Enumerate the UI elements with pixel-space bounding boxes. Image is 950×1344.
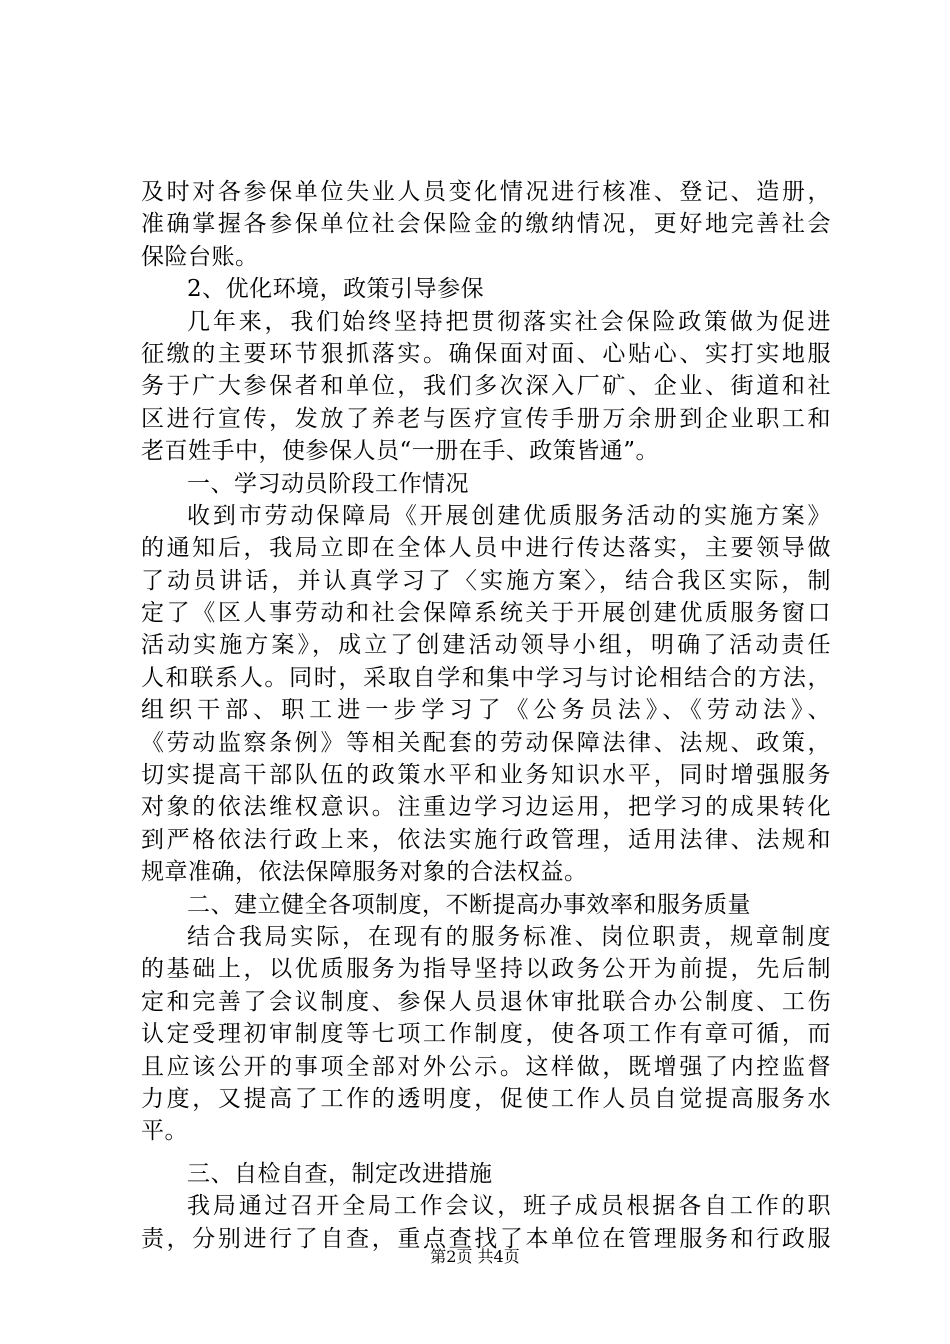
text-line: 保险台账。 [141,243,259,270]
text-line: 征缴的主要环节狠抓落实。确保面对面、心贴心、实打实地服 [141,340,831,367]
text-line: 组织干部、职工进一步学习了《公务员法》、《劳动法》、 [141,697,831,724]
text-line: 二、建立健全各项制度，不断提高办事效率和服务质量 [187,891,751,918]
text-line: 平。 [141,1118,188,1145]
text-line: 的通知后，我局立即在全体人员中进行传达落实，主要领导做 [141,535,831,562]
text-line: 《劳动监察条例》等相关配套的劳动保障法律、法规、政策， [141,729,831,756]
text-line: 对象的依法维权意识。注重边学习边运用，把学习的成果转化 [141,794,831,821]
text-line: 规章准确，依法保障服务对象的合法权益。 [141,859,588,886]
text-line: 认定受理初审制度等七项工作制度，使各项工作有章可循，而 [141,1021,831,1048]
text-line: 定了《区人事劳动和社会保障系统关于开展创建优质服务窗口 [141,600,831,627]
text-line: 责，分别进行了自查，重点查找了本单位在管理服务和行政服 [141,1225,831,1252]
paragraph-gap [141,1148,831,1158]
text-line: 三、自检自查，制定改进措施 [187,1160,493,1187]
text-line: 到严格依法行政上来，依法实施行政管理，适用法律、法规和 [141,826,831,853]
text-line: 活动实施方案》，成立了创建活动领导小组，明确了活动责任 [141,632,831,659]
text-line: 区进行宣传，发放了养老与医疗宣传手册万余册到企业职工和 [141,405,831,432]
text-line: 收到市劳动保障局《开展创建优质服务活动的实施方案》 [187,502,831,529]
text-line: 老百姓手中，使参保人员“一册在手、政策皆通”。 [141,438,660,465]
document-body [141,176,831,1255]
text-line: 力度，又提高了工作的透明度，促使工作人员自觉提高服务水 [141,1085,831,1112]
text-line: 的基础上，以优质服务为指导坚持以政务公开为前提，先后制 [141,956,831,983]
page-footer: 第2页 共4页 [430,1247,520,1266]
text-line: 定和完善了会议制度、参保人员退休审批联合办公制度、工伤 [141,988,831,1015]
text-line: 结合我局实际，在现有的服务标准、岗位职责，规章制度 [187,923,831,950]
text-line: 几年来，我们始终坚持把贯彻落实社会保险政策做为促进 [187,308,831,335]
text-line: 我局通过召开全局工作会议，班子成员根据各自工作的职 [187,1193,831,1220]
text-line: 2、优化环境，政策引导参保 [187,276,485,303]
text-line: 一、学习动员阶段工作情况 [187,470,469,497]
text-line: 切实提高干部队伍的政策水平和业务知识水平，同时增强服务 [141,762,831,789]
text-line: 务于广大参保者和单位，我们多次深入厂矿、企业、街道和社 [141,373,831,400]
text-line: 及时对各参保单位失业人员变化情况进行核准、登记、造册， [141,179,831,205]
text-line: 人和联系人。同时，采取自学和集中学习与讨论相结合的方法， [141,664,831,691]
text-line: 了动员讲话，并认真学习了〈实施方案〉，结合我区实际，制 [141,567,831,594]
text-line: 准确掌握各参保单位社会保险金的缴纳情况，更好地完善社会 [141,211,831,238]
text-line: 且应该公开的事项全部对外公示。这样做，既增强了内控监督 [141,1053,831,1080]
